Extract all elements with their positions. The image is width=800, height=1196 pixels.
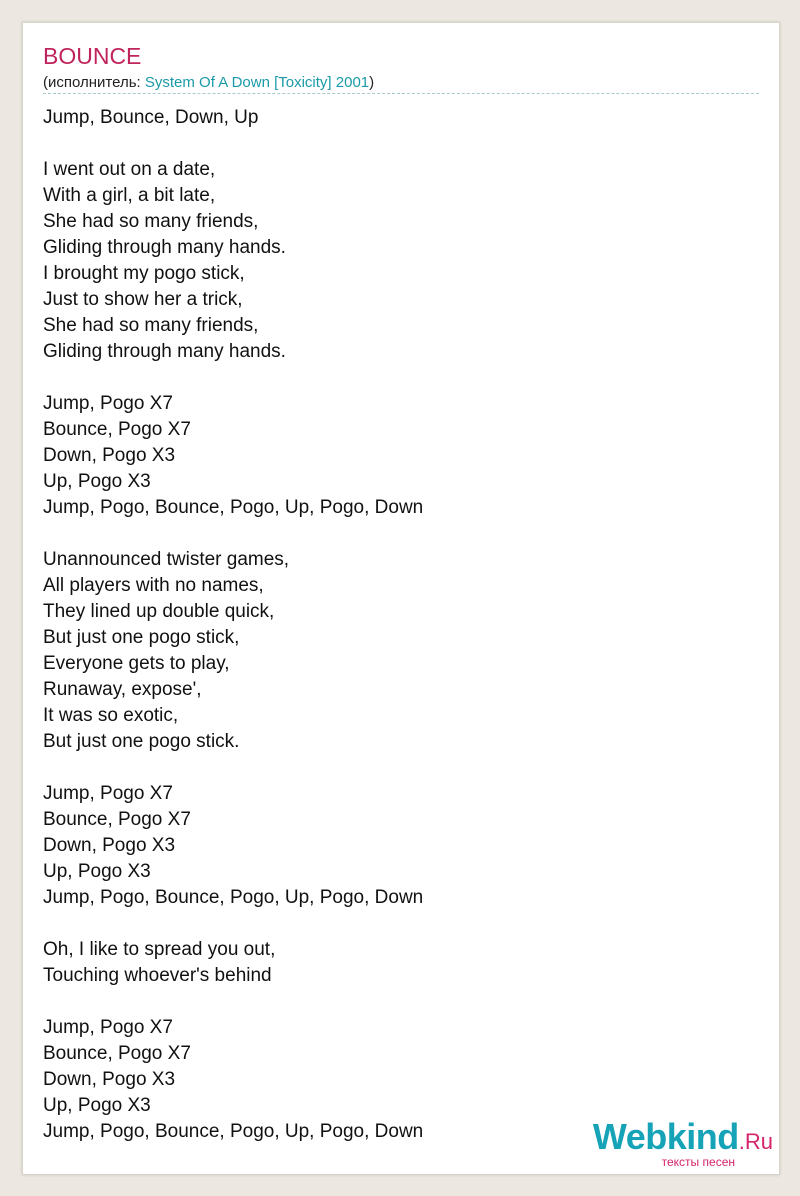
lyrics-text <box>43 105 423 1145</box>
meta-prefix: (исполнитель: <box>43 74 145 91</box>
album-link[interactable]: [Toxicity] <box>274 74 332 91</box>
lyric-line: Up, Pogo X3 <box>43 471 151 492</box>
lyric-blank-line <box>43 989 423 1015</box>
lyric-line: Jump, Pogo, Bounce, Pogo, Up, Pogo, Down <box>43 887 424 908</box>
lyric-line: Jump, Pogo X7 <box>43 1017 173 1038</box>
lyric-line: Up, Pogo X3 <box>43 861 151 882</box>
lyric-line: Gliding through many hands. <box>43 237 286 258</box>
lyric-line: Down, Pogo X3 <box>43 835 176 856</box>
artist-link[interactable]: System Of A Down <box>144 74 270 91</box>
song-title: BOUNCE <box>43 43 142 69</box>
lyric-line: Down, Pogo X3 <box>43 1069 176 1090</box>
lyric-line: Jump, Pogo X7 <box>43 393 173 414</box>
lyric-line: But just one pogo stick. <box>43 731 240 752</box>
lyric-line: I brought my pogo stick, <box>43 263 245 284</box>
lyric-line: It was so exotic, <box>43 705 179 726</box>
lyric-blank-line <box>43 365 423 391</box>
site-logo[interactable] <box>592 1116 773 1169</box>
lyric-line: Bounce, Pogo X7 <box>43 809 191 830</box>
lyric-line: Just to show her a trick, <box>43 289 243 310</box>
logo-tld: .Ru <box>738 1129 773 1154</box>
lyric-line: Runaway, expose', <box>43 679 202 700</box>
lyric-line: Gliding through many hands. <box>43 341 286 362</box>
lyric-line: Down, Pogo X3 <box>43 445 176 466</box>
lyric-line: Up, Pogo X3 <box>43 1095 151 1116</box>
lyric-blank-line <box>43 911 423 937</box>
lyric-blank-line <box>43 521 423 547</box>
lyric-blank-line <box>43 755 423 781</box>
lyrics-card <box>22 22 780 1175</box>
lyric-line: Bounce, Pogo X7 <box>43 1043 191 1064</box>
lyric-line: She had so many friends, <box>43 211 259 232</box>
lyric-line: All players with no names, <box>43 575 264 596</box>
year-link[interactable]: 2001 <box>335 74 370 91</box>
lyric-line: Everyone gets to play, <box>43 653 230 674</box>
title-divider <box>43 93 759 94</box>
logo-wordmark <box>592 1116 773 1160</box>
lyric-line: Jump, Pogo, Bounce, Pogo, Up, Pogo, Down <box>43 497 424 518</box>
lyric-line: With a girl, a bit late, <box>43 185 216 206</box>
lyric-line: Jump, Pogo X7 <box>43 783 173 804</box>
song-meta <box>43 74 374 92</box>
lyric-blank-line <box>43 131 423 157</box>
lyric-line: They lined up double quick, <box>43 601 275 622</box>
lyric-line: Jump, Bounce, Down, Up <box>43 107 259 128</box>
lyric-line: Jump, Pogo, Bounce, Pogo, Up, Pogo, Down <box>43 1121 424 1142</box>
lyric-line: She had so many friends, <box>43 315 259 336</box>
logo-name: Webkind <box>592 1116 739 1157</box>
meta-suffix: ) <box>369 74 375 91</box>
lyric-line: Oh, I like to spread you out, <box>43 939 276 960</box>
lyric-line: Touching whoever's behind <box>43 965 272 986</box>
lyric-line: Bounce, Pogo X7 <box>43 419 191 440</box>
lyric-line: Unannounced twister games, <box>43 549 290 570</box>
logo-tagline: тексты песен <box>661 1155 735 1169</box>
lyric-line: But just one pogo stick, <box>43 627 240 648</box>
lyric-line: I went out on a date, <box>43 159 216 180</box>
